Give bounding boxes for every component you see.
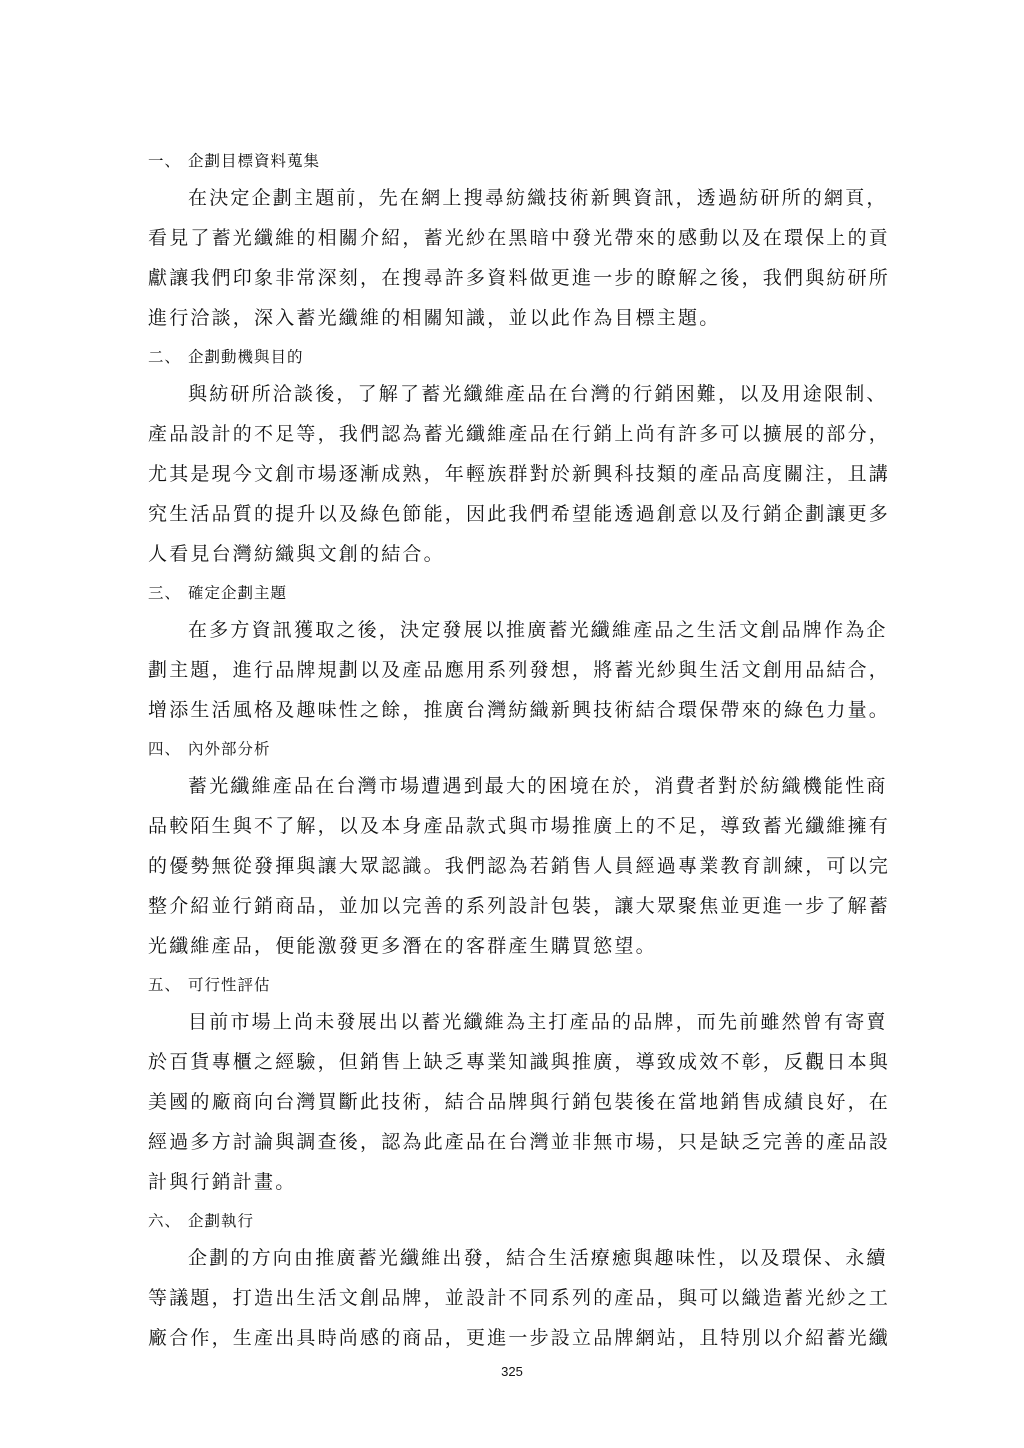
page-number: 325 [501, 1364, 523, 1379]
section-number: 四、 [148, 740, 182, 758]
section-title: 企劃執行 [188, 1212, 255, 1230]
paragraph-line: 的優勢無從發揮與讓大眾認識。我們認為若銷售人員經過專業教育訓練，可以完 [148, 855, 891, 877]
section-paragraph [148, 172, 891, 346]
paragraph-line: 進行洽談，深入蓄光纖維的相關知識，並以此作為目標主題。 [148, 307, 721, 329]
paragraph-line: 增添生活風格及趣味性之餘，推廣台灣紡織新興技術結合環保帶來的綠色力量。 [148, 699, 891, 721]
paragraph-line: 尤其是現今文創市場逐漸成熟，年輕族群對於新興科技類的產品高度關注，且講 [148, 463, 891, 485]
paragraph-line: 究生活品質的提升以及綠色節能，因此我們希望能透過創意以及行銷企劃讓更多 [148, 503, 891, 525]
section-paragraph [148, 604, 891, 738]
paragraph-line: 產品設計的不足等，我們認為蓄光纖維產品在行銷上尚有許多可以擴展的部分， [148, 423, 891, 445]
section-title: 確定企劃主題 [188, 584, 288, 602]
paragraph-line: 計與行銷計畫。 [148, 1171, 297, 1193]
paragraph-line: 人看見台灣紡織與文創的結合。 [148, 543, 445, 565]
paragraph-line: 等議題，打造出生活文創品牌，並設計不同系列的產品，與可以織造蓄光紗之工 [148, 1287, 891, 1309]
section-paragraph [148, 760, 891, 974]
paragraph-line: 品較陌生與不了解，以及本身產品款式與市場推廣上的不足，導致蓄光纖維擁有 [148, 815, 891, 837]
section-heading [148, 346, 868, 368]
section-number: 三、 [148, 584, 182, 602]
paragraph-line: 獻讓我們印象非常深刻，在搜尋許多資料做更進一步的瞭解之後，我們與紡研所 [148, 267, 891, 289]
section-title: 企劃目標資料蒐集 [188, 152, 321, 170]
paragraph-line: 企劃的方向由推廣蓄光纖維出發，結合生活療癒與趣味性，以及環保、永續 [188, 1247, 888, 1269]
document-body [148, 150, 891, 1366]
paragraph-line: 看見了蓄光纖維的相關介紹，蓄光紗在黑暗中發光帶來的感動以及在環保上的貢 [148, 227, 891, 249]
paragraph-line: 經過多方討論與調查後，認為此產品在台灣並非無市場，只是缺乏完善的產品設 [148, 1131, 891, 1153]
section-heading [148, 150, 868, 172]
paragraph-line: 蓄光纖維產品在台灣市場遭遇到最大的困境在於，消費者對於紡織機能性商 [188, 775, 888, 797]
section-heading [148, 582, 868, 604]
section-number: 五、 [148, 976, 182, 994]
paragraph-line: 劃主題，進行品牌規劃以及產品應用系列發想，將蓄光紗與生活文創用品結合， [148, 659, 891, 681]
section-number: 二、 [148, 348, 182, 366]
paragraph-line: 光纖維產品，便能激發更多潛在的客群產生購買慾望。 [148, 935, 657, 957]
section-heading [148, 738, 868, 760]
paragraph-line: 整介紹並行銷商品，並加以完善的系列設計包裝，讓大眾聚焦並更進一步了解蓄 [148, 895, 891, 917]
section-title: 可行性評估 [188, 976, 271, 994]
section-title: 企劃動機與目的 [188, 348, 304, 366]
section-paragraph [148, 368, 891, 582]
paragraph-line: 目前市場上尚未發展出以蓄光纖維為主打產品的品牌，而先前雖然曾有寄賣 [188, 1011, 888, 1033]
paragraph-line: 在決定企劃主題前，先在網上搜尋紡織技術新興資訊，透過紡研所的網頁， [188, 187, 888, 209]
section-number: 一、 [148, 152, 182, 170]
paragraph-line: 廠合作，生產出具時尚感的商品，更進一步設立品牌網站，且特別以介紹蓄光纖 [148, 1327, 891, 1349]
paragraph-line: 於百貨專櫃之經驗，但銷售上缺乏專業知識與推廣，導致成效不彰，反觀日本與 [148, 1051, 891, 1073]
paragraph-line: 美國的廠商向台灣買斷此技術，結合品牌與行銷包裝後在當地銷售成績良好，在 [148, 1091, 891, 1113]
section-paragraph [148, 996, 891, 1210]
paragraph-line: 與紡研所洽談後，了解了蓄光纖維產品在台灣的行銷困難，以及用途限制、 [188, 383, 888, 405]
section-heading [148, 1210, 868, 1232]
section-number: 六、 [148, 1212, 182, 1230]
section-heading [148, 974, 868, 996]
paragraph-line: 在多方資訊獲取之後，決定發展以推廣蓄光纖維產品之生活文創品牌作為企 [188, 619, 888, 641]
section-title: 內外部分析 [188, 740, 271, 758]
section-paragraph [148, 1232, 891, 1366]
